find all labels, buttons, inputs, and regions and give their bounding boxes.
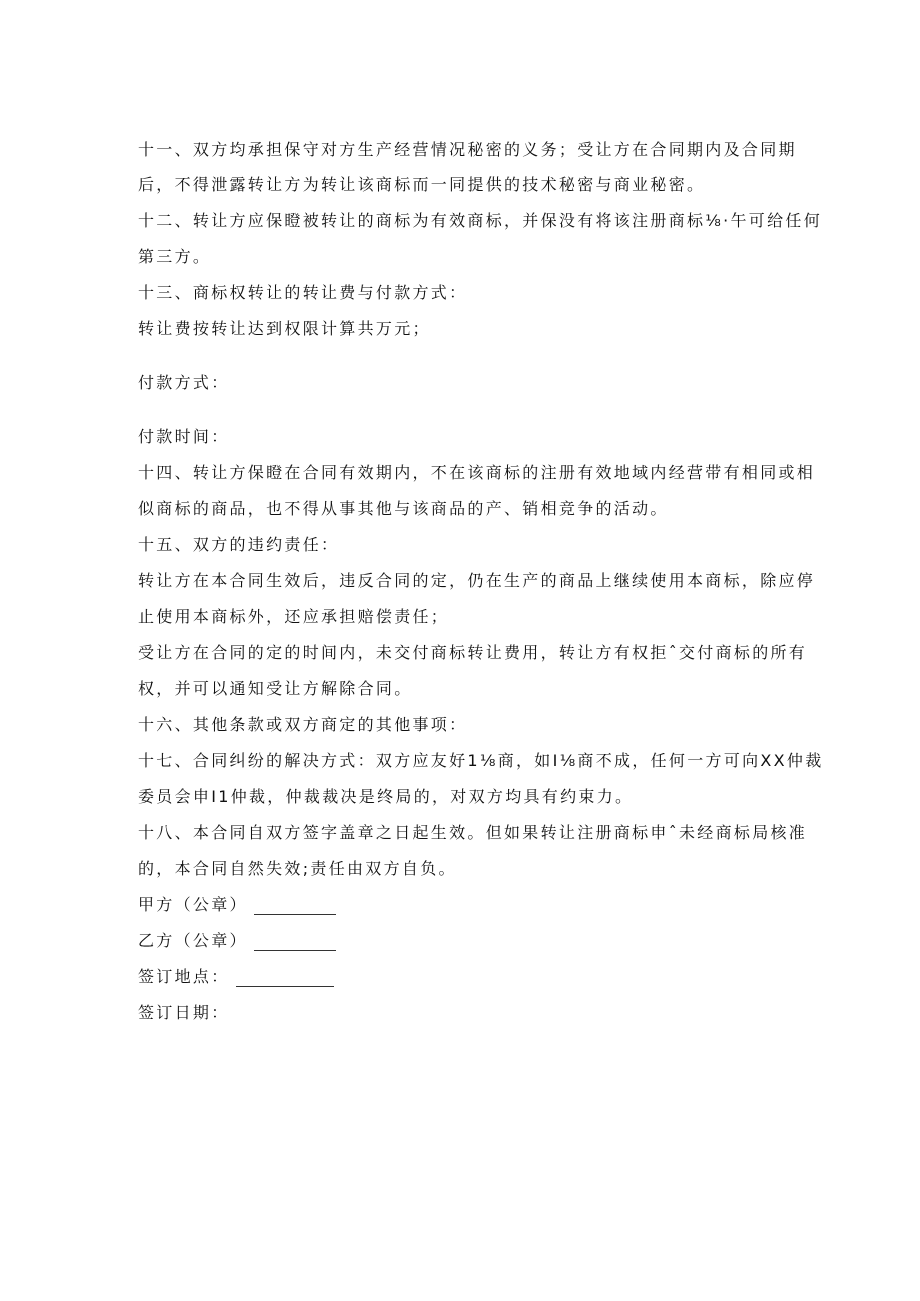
party-a-label: 甲方（公章） xyxy=(138,895,248,914)
clause-11-line-2: 后，不得泄露转让方为转让该商标而一同提供的技术秘密与商业秘密。 xyxy=(138,175,706,194)
signing-place-label: 签订地点： xyxy=(138,967,230,986)
clause-13-heading: 十三、商标权转让的转让费与付款方式： xyxy=(138,283,468,302)
party-b-label: 乙方（公章） xyxy=(138,931,248,950)
clause-18-line-2: 的，本合同自然失效;责任由双方自负。 xyxy=(138,859,457,878)
clause-12-line-2: 第三方。 xyxy=(138,247,212,266)
clause-12-line-1: 十二、转让方应保瞪被转让的商标为有效商标，并保没有将该注册商标⅛·午可给任何 xyxy=(138,211,822,230)
clause-15-line-2: 止使用本商标外，还应承担赔偿责任； xyxy=(138,607,450,626)
clause-14-line-2: 似商标的商品，也不得从事其他与该商品的产、销相竞争的活动。 xyxy=(138,499,669,518)
payment-time-line: 付款时间： xyxy=(138,427,230,446)
clause-14-line-1: 十四、转让方保瞪在合同有效期内，不在该商标的注册有效地域内经营带有相同或相 xyxy=(138,463,816,482)
party-a-signature-blank xyxy=(254,896,336,915)
transfer-fee-line: 转让费按转让达到权限计算共万元； xyxy=(138,319,431,338)
clause-17-line-2: 委员会申I1仲裁，仲裁裁决是终局的，对双方均具有约束力。 xyxy=(138,787,634,806)
party-a-signature-row xyxy=(138,895,336,915)
clause-15-heading: 十五、双方的违约责任： xyxy=(138,535,340,554)
signing-date-row xyxy=(138,1003,230,1023)
clause-18-line-1: 十八、本合同自双方签字盖章之日起生效。但如果转让注册商标申ˆ未经商标局核准 xyxy=(138,823,808,842)
clause-17-line-1: 十七、合同纠纷的解决方式：双方应友好1⅛商，如I⅛商不成，任何一方可向XX仲裁 xyxy=(138,751,824,770)
signing-date-label: 签订日期： xyxy=(138,1003,230,1022)
party-b-signature-blank xyxy=(254,932,336,951)
clause-15-line-3: 受让方在合同的定的时间内，未交付商标转让费用，转让方有权拒ˆ交付商标的所有 xyxy=(138,643,808,662)
signing-place-row xyxy=(138,967,334,987)
clause-15-line-4: 权，并可以通知受让方解除合同。 xyxy=(138,679,413,698)
payment-method-line: 付款方式： xyxy=(138,373,230,392)
signing-place-blank xyxy=(236,968,334,987)
clause-15-line-1: 转让方在本合同生效后，违反合同的定，仍在生产的商品上继续使用本商标，除应停 xyxy=(138,571,816,590)
clause-16-line: 十六、其他条款或双方商定的其他事项： xyxy=(138,715,468,734)
party-b-signature-row xyxy=(138,931,336,951)
clause-11-line-1: 十一、双方均承担保守对方生产经营情况秘密的义务；受让方在合同期内及合同期 xyxy=(138,140,797,159)
